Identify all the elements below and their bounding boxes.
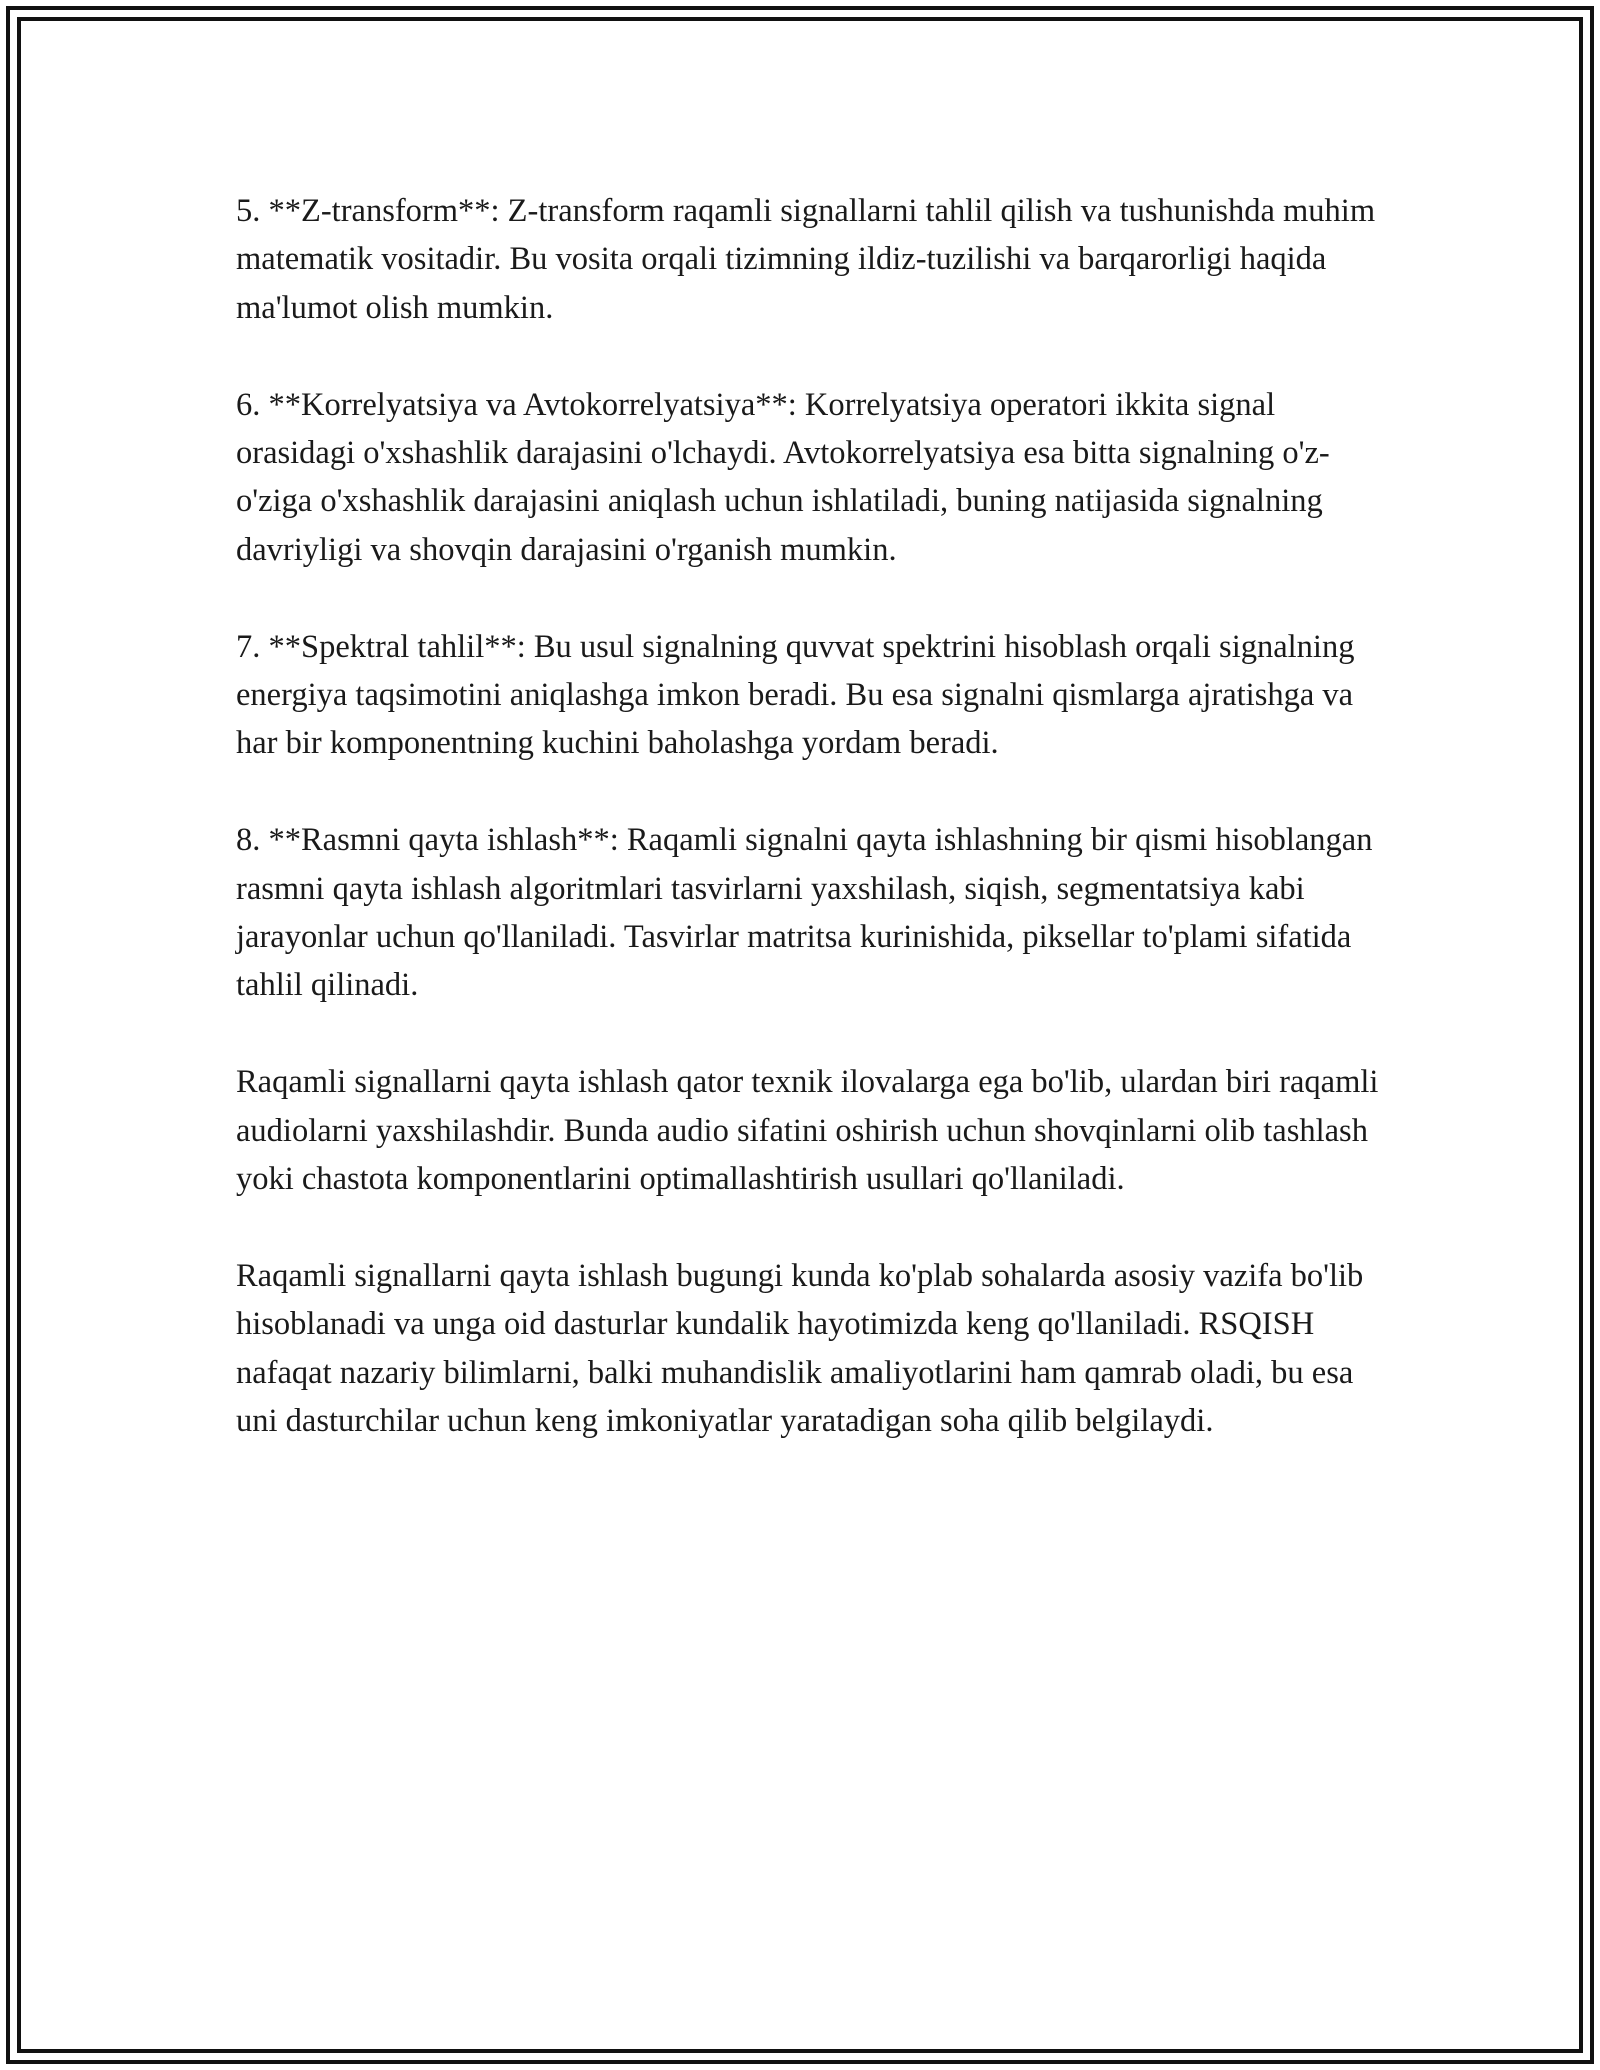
paragraph-conclusion: Raqamli signallarni qayta ishlash bugungi kunda ko'plab sohalarda asosiy vazifa bo'lib hisoblanadi va unga oid dasturlar kundalik hayotimizda keng qo'llaniladi. RSQISH nafaqat nazariy bilimlarni, balki muhandislik amaliyotlarini ham qamrab oladi, bu esa uni dasturchilar uchun keng imkoniyatlar yaratadigan soha qilib belgilaydi. (236, 1257, 1364, 1440)
document-body (236, 187, 1386, 1445)
paragraph-image-processing: 8. **Rasmni qayta ishlash**: Raqamli signalni qayta ishlashning bir qismi hisoblangan rasmni qayta ishlash algoritmlari tasvirlarni yaxshilash, siqish, segmentatsiya kabi jarayonlar uchun qo'llaniladi. Tasvirlar matritsa kurinishida, piksellar to'plami sifatida tahlil qilinadi. (236, 822, 1373, 1004)
paragraph-audio-applications: Raqamli signallarni qayta ishlash qator texnik ilovalarga ega bo'lib, ulardan biri raqamli audiolarni yaxshilashdir. Bunda audio sifatini oshirish uchun shovqinlarni olib tashlash yoki chastota komponentlarini optimallashtirish usullari qo'llaniladi. (236, 1064, 1379, 1198)
paragraph-z-transform: 5. **Z-transform**: Z-transform raqamli signallarni tahlil qilish va tushunishda muhim matematik vositadir. Bu vosita orqali tizimning ildiz-tuzilishi va barqarorligi haqida ma'lumot olish mumkin. (236, 193, 1376, 326)
paragraph-spectral-analysis: 7. **Spektral tahlil**: Bu usul signalning quvvat spektrini hisoblash orqali signalning energiya taqsimotini aniqlashga imkon beradi. Bu esa signalni qismlarga ajratishga va har bir komponentning kuchini baholashga yordam beradi. (236, 628, 1355, 762)
paragraph-correlation: 6. **Korrelyatsiya va Avtokorrelyatsiya**: Korrelyatsiya operatori ikkita signal orasidagi o'xshashlik darajasini o'lchaydi. Avtokorrelyatsiya esa bitta signalning o'z-o'ziga o'xshashlik darajasini aniqlash uchun ishlatiladi, buning natijasida signalning davriyligi va shovqin darajasini o'rganish mumkin. (236, 386, 1330, 568)
